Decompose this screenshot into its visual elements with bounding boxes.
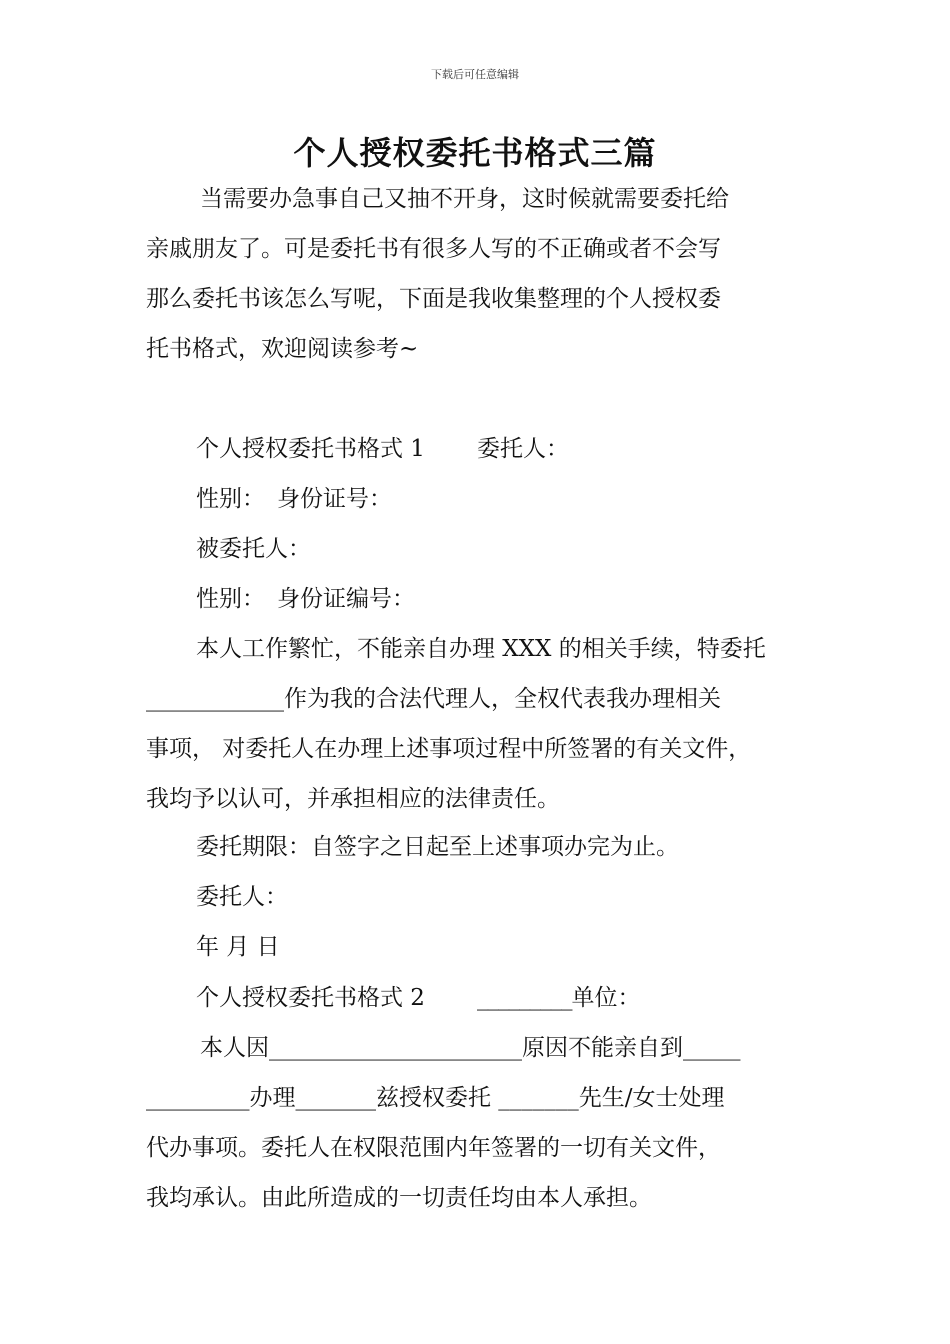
format1-body-line-1: 本人工作繁忙，不能亲自办理 XXX 的相关手续，特委托 [196, 636, 766, 662]
format1-body-line-3: 事项， 对委托人在办理上述事项过程中所签署的有关文件， [146, 736, 752, 762]
format2-unit-label: 单位： [571, 985, 641, 1011]
intro-line-3: 那么委托书该怎么写呢，下面是我收集整理的个人授权委 [146, 286, 721, 312]
intro-line-2: 亲戚朋友了。可是委托书有很多人写的不正确或者不会写 [146, 236, 721, 262]
format2-body-line-1: 本人因______________________原因不能亲自到_____ [200, 1035, 741, 1061]
format1-agent-label: 被委托人： [196, 536, 311, 562]
format1-signer: 委托人： [196, 884, 288, 910]
header-note: 下载后可任意编辑 [431, 68, 519, 81]
format2-heading: 个人授权委托书格式 2 [196, 985, 425, 1011]
format1-agent-gender-row [196, 583, 415, 615]
format1-gender-label: 性别： [196, 486, 265, 512]
format1-heading: 个人授权委托书格式 1 [196, 436, 425, 462]
format1-agent-gender-label: 性别： [196, 586, 265, 612]
format1-principal-label: 委托人： [476, 436, 569, 462]
format2-unit-blank: _________ [476, 985, 572, 1011]
format2-body-line-2: _________办理_______兹授权委托 _______先生/女士处理 [146, 1085, 725, 1111]
format1-date: 年 月 日 [196, 934, 280, 960]
format2-body-line-3: 代办事项。委托人在权限范围内年签署的一切有关文件， [146, 1135, 721, 1161]
format1-body-line-2: ____________作为我的合法代理人，全权代表我办理相关 [146, 686, 721, 712]
format1-heading-row [196, 433, 569, 465]
format1-body-line-4: 我均予以认可，并承担相应的法律责任。 [146, 786, 560, 812]
format2-heading-row [196, 982, 640, 1014]
intro-line-4: 托书格式，欢迎阅读参考~ [146, 336, 419, 362]
format1-gender-row [196, 483, 392, 515]
format2-body-line-4: 我均承认。由此所造成的一切责任均由本人承担。 [146, 1185, 652, 1211]
format1-id-label: 身份证号： [277, 486, 392, 512]
intro-line-1: 当需要办急事自己又抽不开身，这时候就需要委托给 [200, 186, 729, 212]
format1-agent-id-label: 身份证编号： [277, 586, 415, 612]
document-title: 个人授权委托书格式三篇 [293, 134, 657, 172]
format1-term: 委托期限：自签字之日起至上述事项办完为止。 [196, 834, 679, 860]
